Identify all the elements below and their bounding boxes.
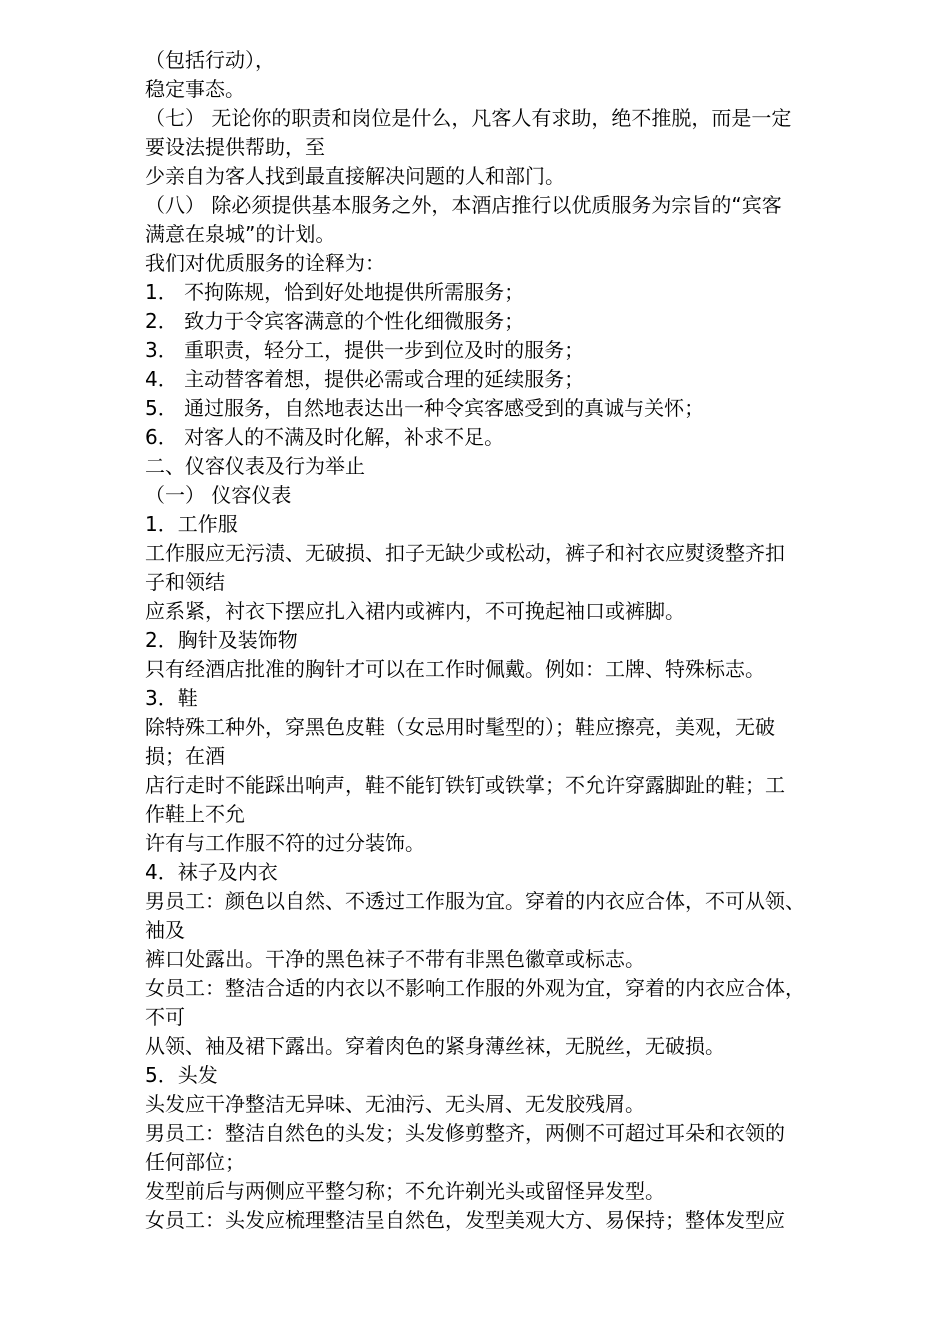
text-line: 应系紧，衬衣下摆应扎入裙内或裤内，不可挽起袖口或裤脚。 [145, 599, 685, 623]
text-line: 5． 通过服务，自然地表达出一种令宾客感受到的真诚与关怀； [145, 396, 705, 420]
body-text [145, 46, 885, 1235]
text-line: 店行走时不能踩出响声，鞋不能钉铁钉或铁掌；不允许穿露脚趾的鞋；工 [145, 773, 785, 797]
text-line: 1． 不拘陈规，恰到好处地提供所需服务； [145, 280, 525, 304]
text-line: （一） 仪容仪表 [145, 483, 292, 507]
text-line: 男员工：颜色以自然、不透过工作服为宜。穿着的内衣应合体，不可从领、 [145, 889, 805, 913]
text-line: 不可 [145, 1005, 185, 1029]
text-line: 稳定事态。 [145, 77, 245, 101]
text-line: 3． 重职责，轻分工，提供一步到位及时的服务； [145, 338, 585, 362]
text-line: 裤口处露出。干净的黑色袜子不带有非黑色徽章或标志。 [145, 947, 645, 971]
text-line: 6． 对客人的不满及时化解，补求不足。 [145, 425, 505, 449]
text-line: 除特殊工种外，穿黑色皮鞋（女忌用时髦型的）；鞋应擦亮，美观，无破 [145, 715, 775, 739]
text-line: 女员工：整洁合适的内衣以不影响工作服的外观为宜，穿着的内衣应合体， [145, 976, 805, 1000]
text-line: 许有与工作服不符的过分装饰。 [145, 831, 425, 855]
text-line: 袖及 [145, 918, 185, 942]
text-line: 从领、袖及裙下露出。穿着肉色的紧身薄丝袜，无脱丝，无破损。 [145, 1034, 725, 1058]
text-line: 少亲自为客人找到最直接解决问题的人和部门。 [145, 164, 565, 188]
text-line: 1．工作服 [145, 512, 238, 536]
text-line: 任何部位； [145, 1150, 245, 1174]
text-line: 要设法提供帮助，至 [145, 135, 325, 159]
text-line: 2．胸针及装饰物 [145, 628, 298, 652]
text-line: 头发应干净整洁无异味、无油污、无头屑、无发胶残屑。 [145, 1092, 645, 1116]
text-line: （包括行动）， [145, 48, 275, 72]
text-line: 作鞋上不允 [145, 802, 245, 826]
text-line: 我们对优质服务的诠释为： [145, 251, 385, 275]
text-line: （七） 无论你的职责和岗位是什么，凡客人有求助，绝不推脱，而是一定 [145, 106, 792, 130]
text-line: 4． 主动替客着想，提供必需或合理的延续服务； [145, 367, 585, 391]
text-line: 子和领结 [145, 570, 225, 594]
text-line: 二、仪容仪表及行为举止 [145, 454, 365, 478]
text-line: （八） 除必须提供基本服务之外，本酒店推行以优质服务为宗旨的“宾客 [145, 193, 782, 217]
text-line: 男员工：整洁自然色的头发；头发修剪整齐，两侧不可超过耳朵和衣领的 [145, 1121, 785, 1145]
text-line: 工作服应无污渍、无破损、扣子无缺少或松动，裤子和衬衣应熨烫整齐扣 [145, 541, 785, 565]
text-line: 只有经酒店批准的胸针才可以在工作时佩戴。例如：工牌、特殊标志。 [145, 657, 765, 681]
text-line: 女员工：头发应梳理整洁呈自然色，发型美观大方、易保持；整体发型应 [145, 1208, 785, 1232]
text-line: 发型前后与两侧应平整匀称；不允许剃光头或留怪异发型。 [145, 1179, 665, 1203]
text-line: 满意在泉城”的计划。 [145, 222, 336, 246]
text-line: 5．头发 [145, 1063, 218, 1087]
text-line: 损；在酒 [145, 744, 225, 768]
text-line: 3．鞋 [145, 686, 198, 710]
text-line: 4．袜子及内衣 [145, 860, 278, 884]
text-line: 2． 致力于令宾客满意的个性化细微服务； [145, 309, 525, 333]
